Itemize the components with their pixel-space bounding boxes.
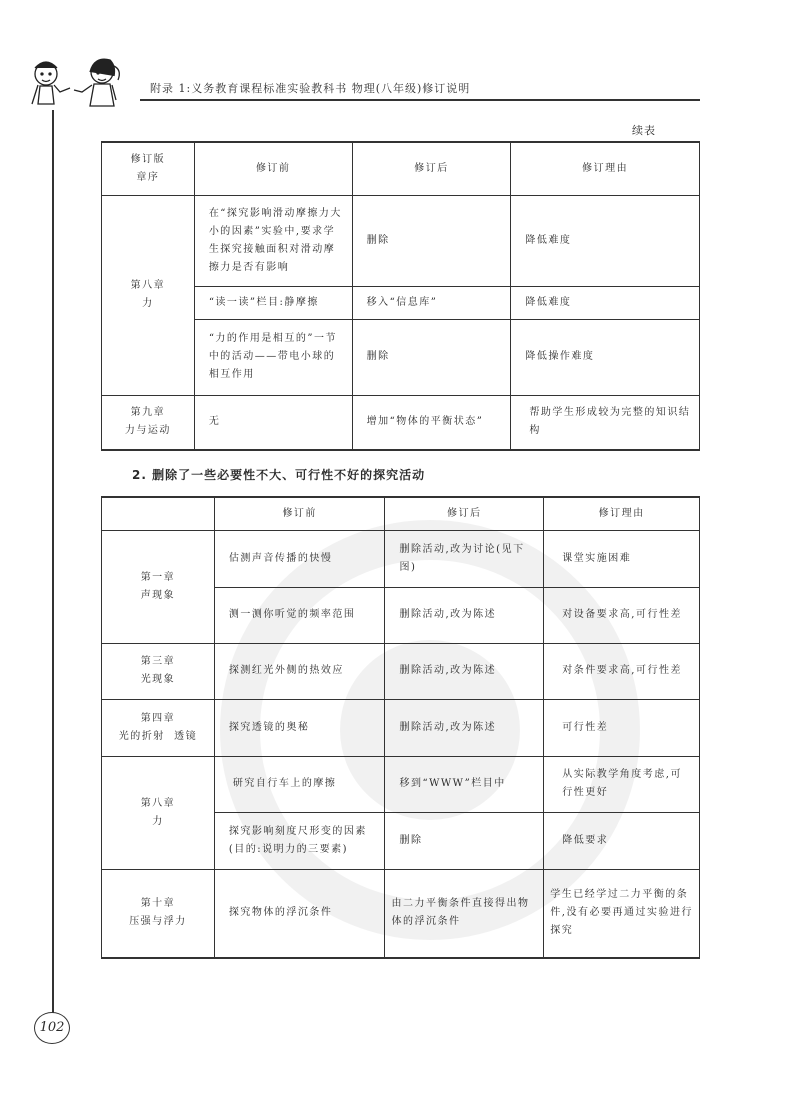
reason-cell: 对条件要求高,可行性差 xyxy=(544,643,700,699)
after-cell: 删除 xyxy=(352,195,511,286)
revision-table-continued xyxy=(101,141,700,451)
after-cell: 删除活动,改为陈述 xyxy=(385,699,544,756)
page-number: 102 xyxy=(34,1012,70,1044)
table-row xyxy=(102,643,700,699)
chapter-cell: 第八章 力 xyxy=(102,195,195,395)
reason-cell: 降低难度 xyxy=(511,195,700,286)
continued-label: 续表 xyxy=(632,124,656,137)
reason-cell: 可行性差 xyxy=(544,699,700,756)
after-cell: 移到“WWW”栏目中 xyxy=(385,756,544,812)
before-cell: 研究自行车上的摩擦 xyxy=(214,756,385,812)
before-cell: 探究影响刻度尺形变的因素(目的:说明力的三要素) xyxy=(214,812,385,869)
column-header: 修订前 xyxy=(214,497,385,530)
table-header-row xyxy=(102,497,700,530)
before-cell: “读一读”栏目:静摩擦 xyxy=(194,286,352,319)
after-cell: 删除活动,改为讨论(见下图) xyxy=(385,530,544,587)
after-cell: 由二力平衡条件直接得出物体的浮沉条件 xyxy=(385,869,544,958)
after-cell: 增加“物体的平衡状态” xyxy=(352,395,511,450)
header-rule xyxy=(140,99,700,101)
table-header-row xyxy=(102,142,700,195)
chapter-cell: 第四章 光的折射 透镜 xyxy=(102,699,215,756)
before-cell: 测一测你听觉的频率范围 xyxy=(214,587,385,643)
reason-cell: 降低要求 xyxy=(544,812,700,869)
after-cell: 移入“信息库” xyxy=(352,286,511,319)
margin-rule xyxy=(52,110,54,1030)
chapter-cell: 第三章 光现象 xyxy=(102,643,215,699)
after-cell: 删除 xyxy=(385,812,544,869)
reason-cell: 课堂实施困难 xyxy=(544,530,700,587)
reason-cell: 帮助学生形成较为完整的知识结构 xyxy=(511,395,700,450)
table-row xyxy=(102,699,700,756)
table-row xyxy=(102,756,700,812)
running-header: 附录 1:义务教育课程标准实验教科书 物理(八年级)修订说明 xyxy=(150,82,471,95)
reason-cell: 从实际教学角度考虑,可行性更好 xyxy=(544,756,700,812)
column-header: 修订版 章序 xyxy=(102,142,195,195)
reason-cell: 降低操作难度 xyxy=(511,319,700,395)
column-header: 修订理由 xyxy=(544,497,700,530)
table-row xyxy=(102,869,700,958)
reason-cell: 学生已经学过二力平衡的条件,没有必要再通过实验进行探究 xyxy=(544,869,700,958)
reason-cell: 对设备要求高,可行性差 xyxy=(544,587,700,643)
after-cell: 删除活动,改为陈述 xyxy=(385,587,544,643)
table-row xyxy=(102,395,700,450)
column-header: 修订前 xyxy=(194,142,352,195)
chapter-cell: 第一章 声现象 xyxy=(102,530,215,643)
table-row xyxy=(102,530,700,587)
before-cell: 估测声音传播的快慢 xyxy=(214,530,385,587)
removed-activities-table xyxy=(101,496,700,959)
column-header: 修订后 xyxy=(352,142,511,195)
reason-cell: 降低难度 xyxy=(511,286,700,319)
chapter-cell: 第九章 力与运动 xyxy=(102,395,195,450)
column-header: 修订理由 xyxy=(511,142,700,195)
before-cell: 在“探究影响滑动摩擦力大小的因素”实验中,要求学生探究接触面积对滑动摩擦力是否有影响 xyxy=(194,195,352,286)
before-cell: 探测红光外侧的热效应 xyxy=(214,643,385,699)
before-cell: “力的作用是相互的”一节中的活动——带电小球的相互作用 xyxy=(194,319,352,395)
chapter-cell: 第十章 压强与浮力 xyxy=(102,869,215,958)
after-cell: 删除 xyxy=(352,319,511,395)
table-row xyxy=(102,195,700,286)
section-heading: 2. 删除了一些必要性不大、可行性不好的探究活动 xyxy=(132,468,426,482)
chapter-cell: 第八章 力 xyxy=(102,756,215,869)
before-cell: 无 xyxy=(194,395,352,450)
before-cell: 探究透镜的奥秘 xyxy=(214,699,385,756)
before-cell: 探究物体的浮沉条件 xyxy=(214,869,385,958)
after-cell: 删除活动,改为陈述 xyxy=(385,643,544,699)
column-header xyxy=(102,497,215,530)
children-illustration xyxy=(18,52,138,116)
column-header: 修订后 xyxy=(385,497,544,530)
